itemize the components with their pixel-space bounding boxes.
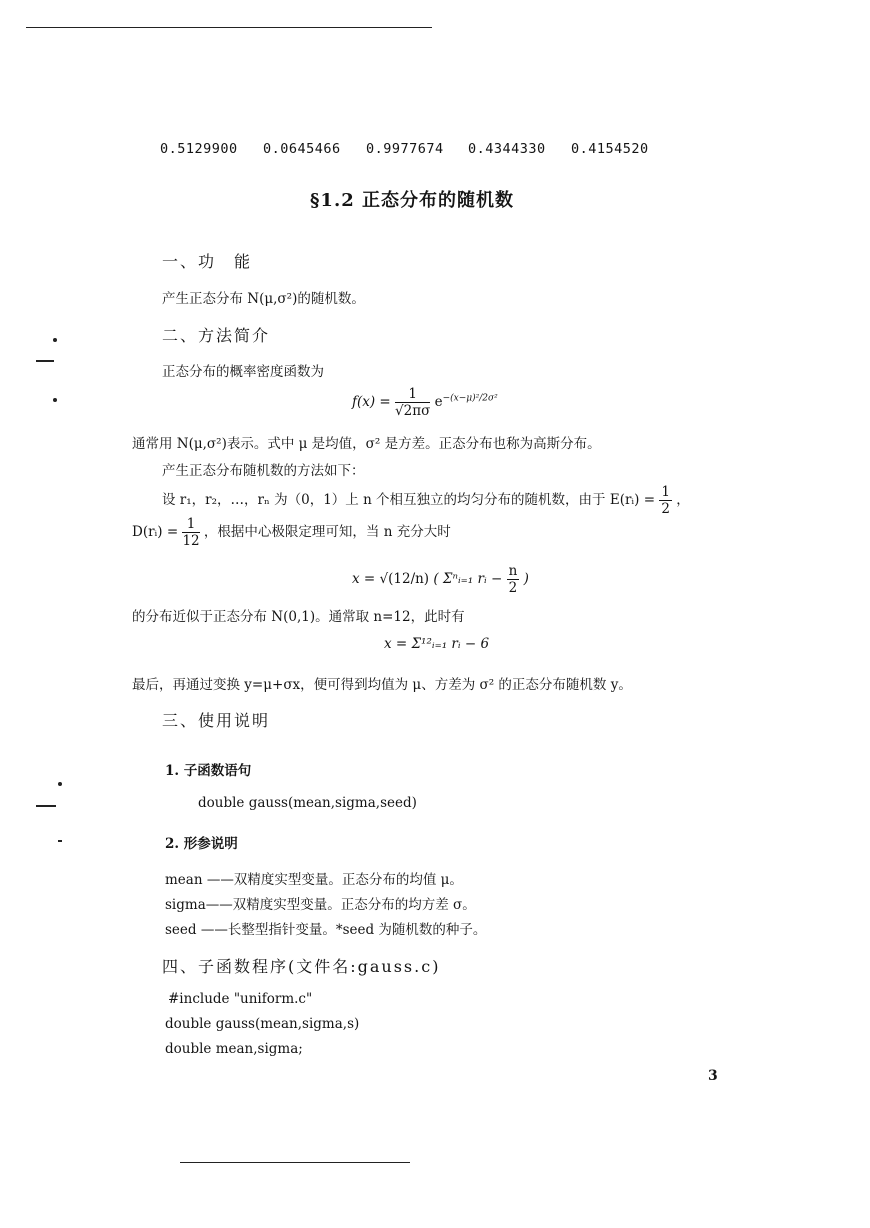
paragraph-variance-frac-den: 12 (182, 533, 200, 549)
top-rule (26, 27, 432, 28)
paragraph-method-intro: 产生正态分布随机数的方法如下： (162, 463, 365, 479)
section-title: §1.2 正态分布的随机数 (310, 190, 514, 211)
heading-sub1: 1. 子函数语句 (165, 763, 252, 779)
heading-program: 四、子函数程序(文件名:gauss.c) (162, 957, 441, 976)
code-line-1: #include "uniform.c" (168, 991, 313, 1007)
paragraph-let (162, 484, 690, 517)
paragraph-variance-frac-num: 1 (182, 516, 199, 533)
formula-clt-sqrt: √(12/n) (379, 571, 430, 587)
heading-function: 一、功 能 (162, 252, 253, 271)
paragraph-notation: 通常用 N(μ,σ²)表示。式中 μ 是均值，σ² 是方差。正态分布也称为高斯分布。 (132, 436, 601, 452)
formula-clt-fraction (507, 563, 520, 596)
heading-usage: 三、使用说明 (162, 711, 271, 730)
param-sigma: sigma——双精度实型变量。正态分布的均方差 σ。 (165, 897, 476, 913)
formula-n12: x = Σ¹²ᵢ₌₁ rᵢ − 6 (384, 636, 490, 652)
heading-sub2: 2. 形参说明 (165, 836, 238, 852)
paragraph-let-end: ， (676, 492, 690, 508)
formula-density-fraction (395, 386, 430, 419)
formula-density-numerator: 1 (395, 386, 430, 403)
formula-clt (352, 563, 529, 596)
formula-clt-frac-num: n (508, 563, 518, 579)
code-line-2: double gauss(mean,sigma,s) (165, 1016, 360, 1032)
margin-dash (58, 840, 62, 842)
formula-density-denominator: √2πσ (395, 403, 431, 419)
number-0: 0.5129900 (160, 141, 238, 157)
paragraph-approx: 的分布近似于正态分布 N(0,1)。通常取 n=12，此时有 (132, 609, 465, 625)
formula-clt-frac-den: 2 (508, 580, 518, 596)
margin-dash (36, 360, 54, 362)
formula-clt-sum: ( Σⁿᵢ₌₁ rᵢ − (433, 571, 503, 587)
page-number: 3 (708, 1068, 718, 1084)
formula-clt-lhs: x = (352, 571, 376, 587)
param-mean: mean ——双精度实型变量。正态分布的均值 μ。 (165, 872, 463, 888)
number-4: 0.4154520 (571, 141, 649, 157)
paragraph-let-fraction (659, 484, 672, 517)
paragraph-let-text: 设 r₁，r₂，…，rₙ 为（0，1）上 n 个相互独立的均匀分布的随机数，由于 E(rᵢ) = (162, 492, 656, 508)
number-3: 0.4344330 (468, 141, 546, 157)
code-declaration: double gauss(mean,sigma,seed) (198, 795, 417, 811)
heading-method: 二、方法简介 (162, 326, 271, 345)
paragraph-variance-rest: ，根据中心极限定理可知，当 n 充分大时 (203, 524, 451, 540)
number-1: 0.0645466 (263, 141, 341, 157)
paragraph-variance-lhs: D(rᵢ) = (132, 524, 179, 540)
paragraph-variance (132, 516, 451, 549)
paragraph-variance-fraction (182, 516, 199, 549)
param-seed: seed ——长整型指针变量。*seed 为随机数的种子。 (165, 922, 487, 938)
formula-density-exp-base: e (434, 394, 443, 410)
margin-dash (36, 805, 56, 807)
margin-dot (53, 398, 57, 402)
number-2: 0.9977674 (366, 141, 444, 157)
bottom-rule (180, 1162, 410, 1163)
margin-dot (53, 338, 57, 342)
paragraph-density: 正态分布的概率密度函数为 (162, 364, 324, 380)
paragraph-function: 产生正态分布 N(μ,σ²)的随机数。 (162, 291, 365, 307)
formula-density-exponent: −(x−μ)²/2σ² (442, 393, 498, 404)
paragraph-let-frac-den: 2 (661, 501, 670, 517)
paragraph-let-frac-num: 1 (661, 484, 670, 500)
margin-dot (58, 782, 62, 786)
paragraph-transform: 最后，再通过变换 y=μ+σx，便可得到均值为 μ、方差为 σ² 的正态分布随机数 y。 (132, 677, 632, 693)
formula-clt-close: ) (523, 571, 529, 587)
code-line-3: double mean,sigma; (165, 1041, 303, 1057)
formula-density (352, 386, 498, 419)
formula-density-lhs: f(x) = (352, 394, 391, 410)
